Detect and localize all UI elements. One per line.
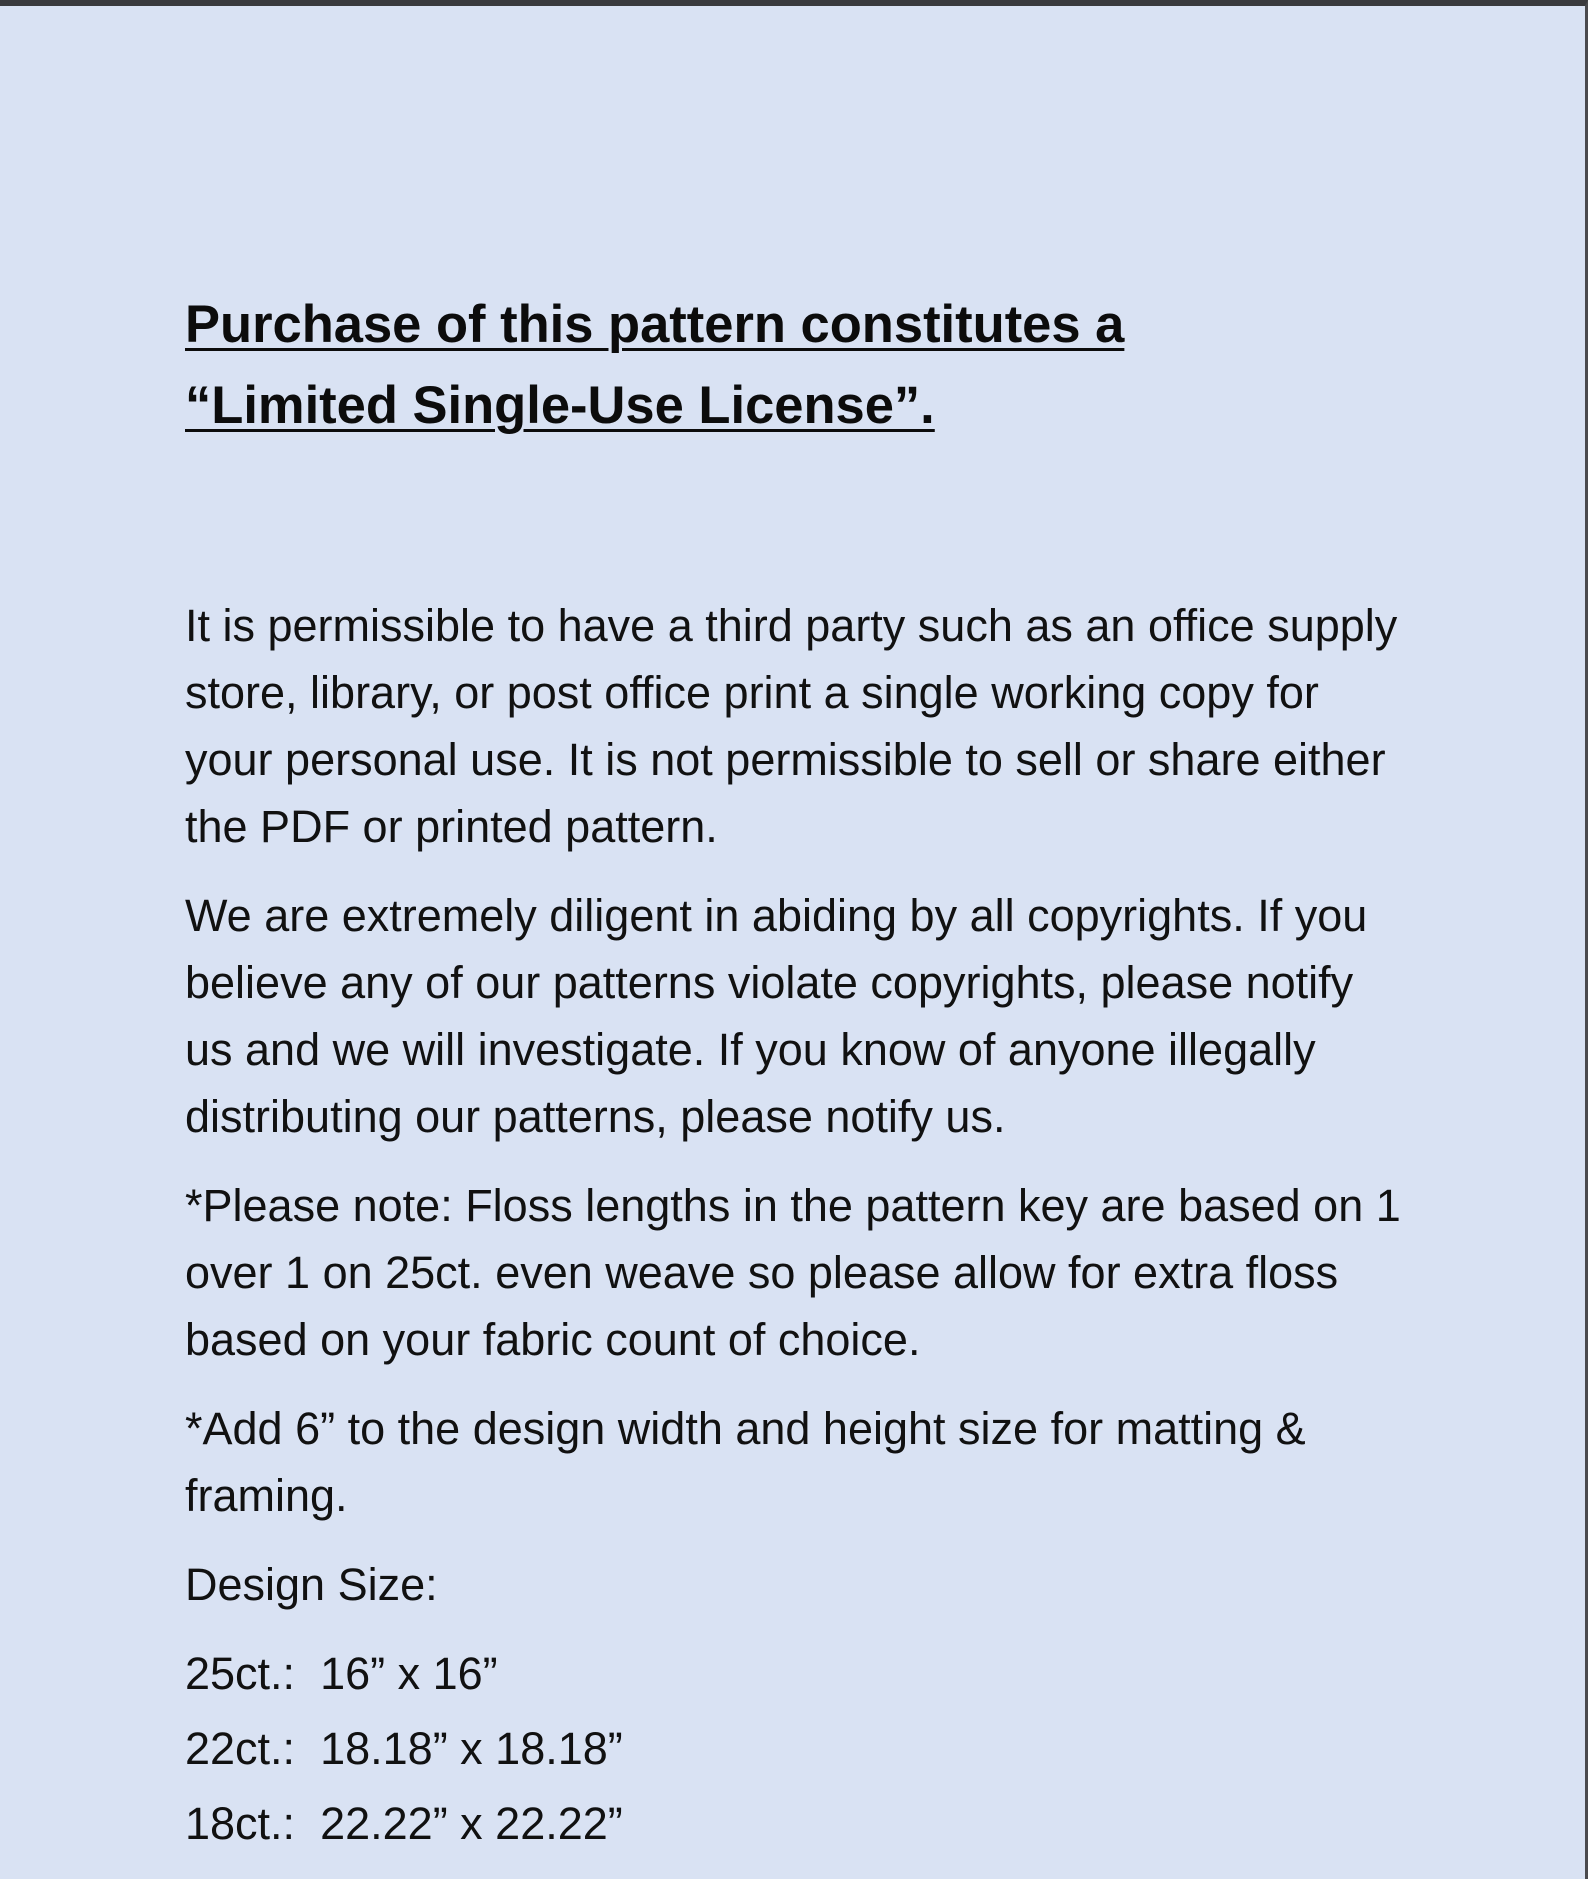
design-dimensions: 22.22” x 22.22” xyxy=(320,1798,623,1849)
fabric-count: 25ct.: xyxy=(185,1648,296,1699)
framing-note-paragraph: *Add 6” to the design width and height size for matting & framing. xyxy=(185,1403,1306,1521)
design-dimensions: 18.18” x 18.18” xyxy=(320,1723,623,1774)
floss-note-paragraph: *Please note: Floss lengths in the pattern key are based on 1 over 1 on 25ct. even weave so please allow for extra floss based on your fabric count of choice. xyxy=(185,1180,1401,1365)
fabric-count: 18ct.: xyxy=(185,1798,296,1849)
printing-permission-paragraph: It is permissible to have a third party such as an office supply store, library, or post office print a single working copy for your personal use. It is not permissible to sell or share either the PDF or printed pattern. xyxy=(185,600,1398,852)
design-size-row xyxy=(185,1715,1405,1782)
fabric-count: 22ct.: xyxy=(185,1723,296,1774)
design-size-row xyxy=(185,1640,1405,1707)
page-title xyxy=(185,284,1405,446)
page-content xyxy=(185,284,1405,1857)
copyright-paragraph: We are extremely diligent in abiding by all copyrights. If you believe any of our patterns violate copyrights, please notify us and we will investigate. If you know of anyone illegally distributing our patterns, please notify us. xyxy=(185,890,1368,1142)
title-line-2: “Limited Single-Use License”. xyxy=(185,376,935,435)
design-dimensions: 16” x 16” xyxy=(320,1648,498,1699)
design-size-row xyxy=(185,1790,1405,1857)
design-size-heading: Design Size: xyxy=(185,1559,438,1610)
title-line-1: Purchase of this pattern constitutes a xyxy=(185,295,1125,354)
